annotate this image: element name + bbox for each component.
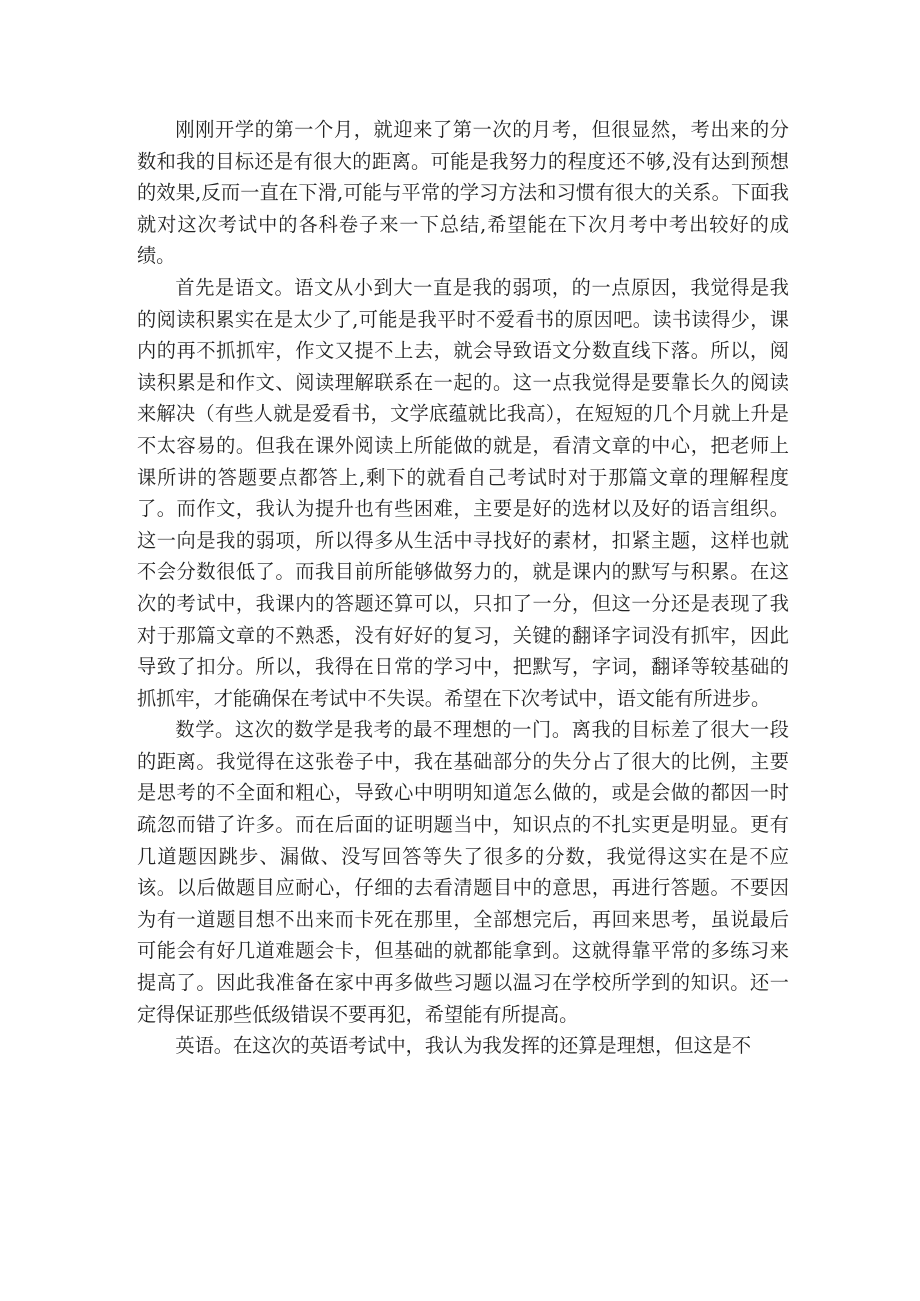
paragraph-intro: 刚刚开学的第一个月，就迎来了第一次的月考，但很显然，考出来的分数和我的目标还是有很大的距离。可能是我努力的程度还不够,没有达到预想的效果,反而一直在下滑,可能与平常的学习方法和习惯有很大的关系。下面我就对这次考试中的各科卷子来一下总结,希望能在下次月考中考出较好的成绩。: [137, 118, 789, 268]
paragraph-english: 英语。在这次的英语考试中，我认为我发挥的还算是理想，但这是不: [175, 1034, 752, 1058]
document-body: [137, 114, 789, 1062]
paragraph-chinese: 首先是语文。语文从小到大一直是我的弱项，的一点原因，我觉得是我的阅读积累实在是太少了,可能是我平时不爱看书的原因吧。读书读得少，课内的再不抓抓牢，作文又提不上去，就会导致语文分数直线下落。所以，阅读积累是和作文、阅读理解联系在一起的。这一点我觉得是要靠长久的阅读来解决（有些人就是爱看书，文学底蕴就比我高），在短短的几个月就上升是不太容易的。但我在课外阅读上所能做的就是，看清文章的中心，把老师上课所讲的答题要点都答上,剩下的就看自己考试时对于那篇文章的理解程度了。而作文，我认为提升也有些困难，主要是好的选材以及好的语言组织。这一向是我的弱项，所以得多从生活中寻找好的素材，扣紧主题，这样也就不会分数很低了。而我目前所能够做努力的，就是课内的默写与积累。在这次的考试中，我课内的答题还算可以，只扣了一分，但这一分还是表现了我对于那篇文章的不熟悉，没有好好的复习，关键的翻译字词没有抓牢，因此导致了扣分。所以，我得在日常的学习中，把默写，字词，翻译等较基础的抓抓牢，才能确保在考试中不失误。希望在下次考试中，语文能有所进步。: [137, 275, 789, 710]
paragraph-math: 数学。这次的数学是我考的最不理想的一门。离我的目标差了很大一段的距离。我觉得在这张卷子中，我在基础部分的失分占了很大的比例，主要是思考的不全面和粗心，导致心中明明知道怎么做的，或是会做的都因一时疏忽而错了许多。而在后面的证明题当中，知识点的不扎实更是明显。更有几道题因跳步、漏做、没写回答等失了很多的分数，我觉得这实在是不应该。以后做题目应耐心，仔细的去看清题目中的意思，再进行答题。不要因为有一道题目想不出来而卡死在那里，全部想完后，再回来思考，虽说最后可能会有好几道难题会卡，但基础的就都能拿到。这就得靠平常的多练习来提高了。因此我准备在家中再多做些习题以温习在学校所学到的知识。还一定得保证那些低级错误不要再犯，希望能有所提高。: [137, 718, 789, 1026]
